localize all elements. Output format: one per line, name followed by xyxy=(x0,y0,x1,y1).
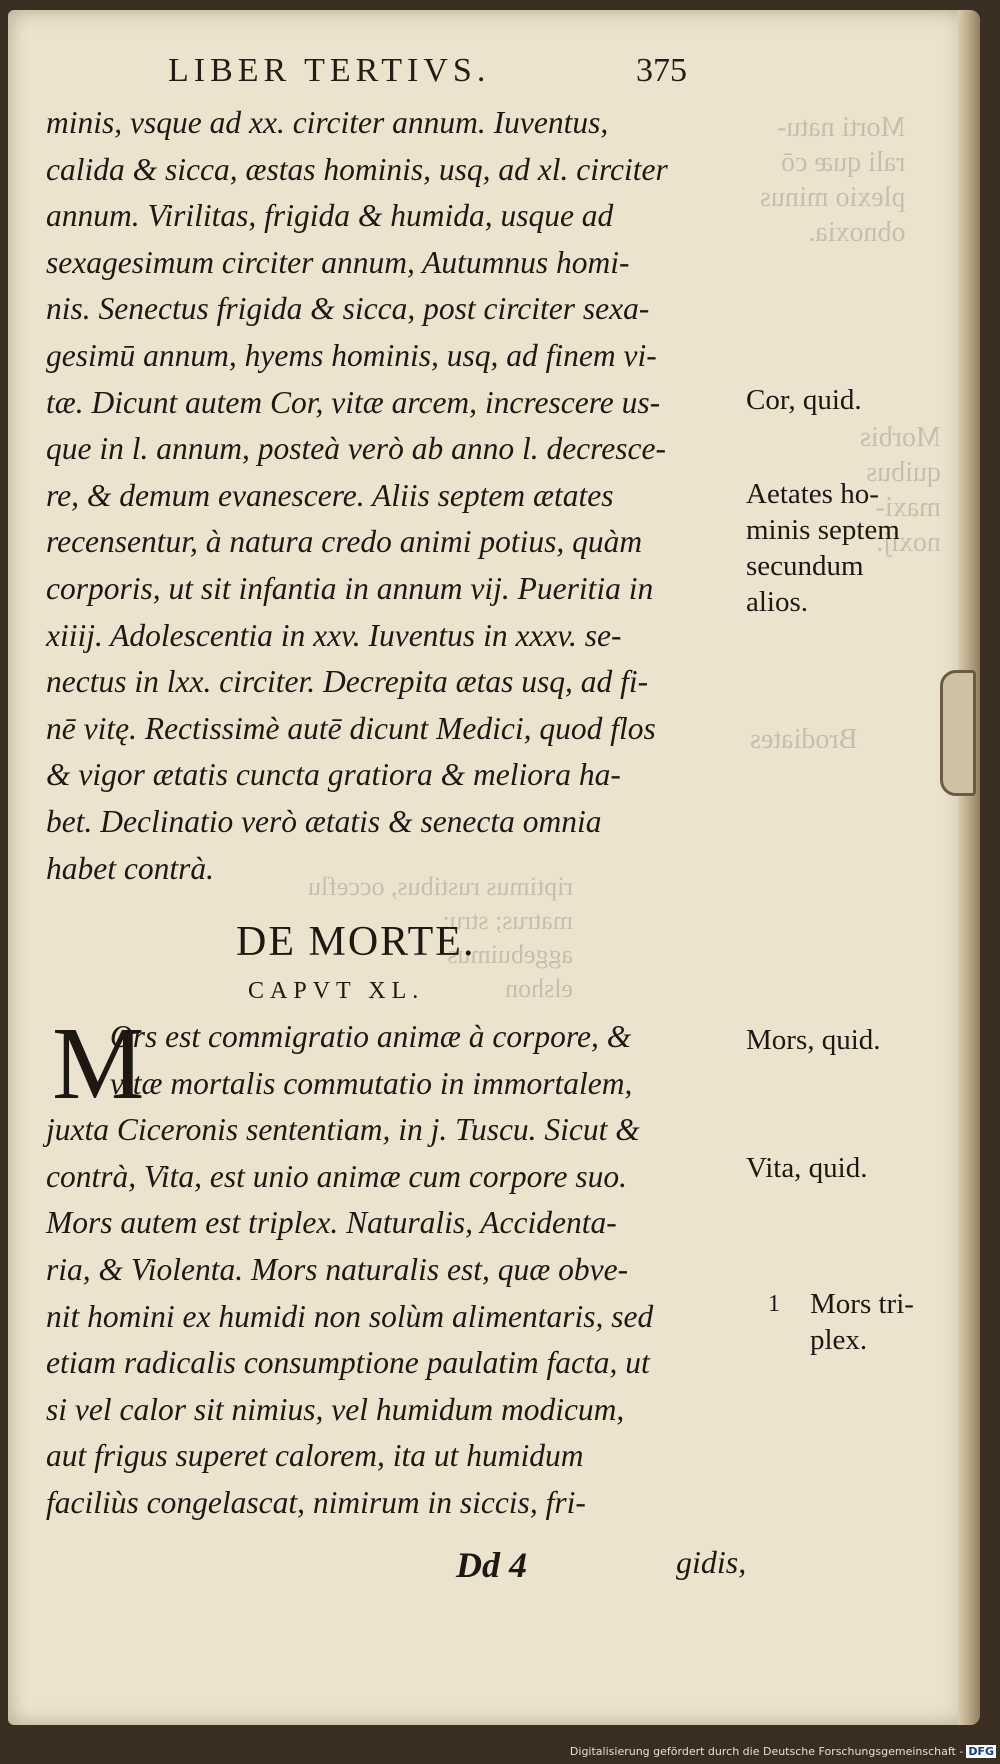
showthrough-line: elshon xyxy=(505,974,574,1003)
paragraph-death xyxy=(46,1006,736,1527)
marginal-line: minis septem xyxy=(746,514,900,546)
marginal-note-triplex xyxy=(810,1286,914,1358)
text-line: nectus in lxx. circiter. Decrepita ætas usq, ad fi- xyxy=(46,664,649,700)
marginal-line: secundum xyxy=(746,550,864,582)
marginal-line: Vita, quid. xyxy=(746,1152,868,1184)
text-line: recensentur, à natura credo animi potius, quàm xyxy=(46,524,643,560)
marginal-line: alios. xyxy=(746,586,809,618)
marginal-line: plex. xyxy=(810,1324,868,1356)
digitization-credit xyxy=(570,1745,996,1758)
showthrough-line: riptimus rustibus, occeflu xyxy=(308,872,574,901)
showthrough-line: rali quæ cō xyxy=(781,147,906,178)
showthrough-line: noxij. xyxy=(876,527,941,558)
chapter-title: DE MORTE. xyxy=(236,919,476,965)
text-line: aut frigus superet calorem, ita ut humidum xyxy=(46,1438,584,1474)
book-clasp xyxy=(940,670,976,796)
text-line: juxta Ciceronis sententiam, in j. Tuscu. Sicut & xyxy=(46,1112,640,1148)
marginal-note-mors xyxy=(746,1022,881,1058)
showthrough-line: obnoxia. xyxy=(808,217,906,248)
marginal-note-cor xyxy=(746,382,862,418)
marginal-number xyxy=(768,1286,780,1322)
paragraph-ages xyxy=(46,100,736,892)
text-line: nit homini ex humidi non solùm alimentaris, sed xyxy=(46,1298,654,1334)
chapter-number: CAPVT XL. xyxy=(248,978,425,1004)
book-page xyxy=(8,10,980,1725)
showthrough-marginal-c xyxy=(750,722,857,757)
text-line: etiam radicalis consumptione paulatim facta, ut xyxy=(46,1345,650,1381)
page-header xyxy=(8,52,980,92)
showthrough-line: maxi- xyxy=(875,492,941,523)
text-line: xiiij. Adolescentia in xxv. Iuventus in xxxv. se- xyxy=(46,617,622,653)
marginal-line: Mors tri- xyxy=(810,1288,914,1320)
text-line: Mors autem est triplex. Naturalis, Accidenta- xyxy=(46,1205,617,1241)
text-line: minis, vsque ad xx. circiter annum. Iuventus, xyxy=(46,105,609,140)
showthrough-line: quibus xyxy=(866,457,941,488)
text-line: faciliùs congelascat, nimirum in siccis, fri- xyxy=(46,1484,586,1520)
drop-capital: M xyxy=(52,1006,145,1121)
showthrough-line: Morti natu- xyxy=(777,112,906,143)
text-line: sexagesimum circiter annum, Autumnus homi- xyxy=(46,244,630,280)
marginal-note-aetates xyxy=(746,476,900,620)
marginal-line: Aetates ho- xyxy=(746,478,879,510)
showthrough-line: matrus; stru: xyxy=(442,906,574,935)
showthrough-line: aggebuimus xyxy=(447,940,574,969)
marginal-line: Cor, quid. xyxy=(746,384,862,416)
showthrough-marginal-a xyxy=(760,110,905,250)
text-line: nē vitę. Rectissimè autē dicunt Medici, quod flos xyxy=(46,710,656,746)
text-line: annum. Virilitas, frigida & humida, usque ad xyxy=(46,198,614,234)
text-line: que in l. annum, posteà verò ab anno l. decresce- xyxy=(46,431,666,467)
signature-mark: Dd 4 xyxy=(456,1545,527,1585)
dfg-logo: DFG xyxy=(968,1745,994,1758)
showthrough-line: Brodiates xyxy=(750,724,858,755)
text-line: Ors est commigratio animæ à corpore, & xyxy=(110,1019,632,1054)
text-line: nis. Senectus frigida & sicca, post circiter sexa- xyxy=(46,291,650,327)
text-line: calida & sicca, æstas hominis, usq, ad xl. circiter xyxy=(46,151,668,187)
catchword: gidis, xyxy=(676,1544,747,1580)
text-line: bet. Declinatio verò ætatis & senecta omnia xyxy=(46,803,602,839)
text-line: si vel calor sit nimius, vel humidum modicum, xyxy=(46,1391,625,1427)
page-number: 375 xyxy=(636,52,687,89)
text-line: habet contrà. xyxy=(46,850,214,886)
showthrough-line: plexio minus xyxy=(760,182,906,213)
showthrough-line: Morbis xyxy=(860,422,941,453)
marginal-line: Mors, quid. xyxy=(746,1024,881,1056)
running-title: LIBER TERTIVS. xyxy=(168,52,491,89)
marginal-line: 1 xyxy=(768,1291,780,1317)
text-line: re, & demum evanescere. Aliis septem ætates xyxy=(46,477,614,513)
text-line: vitæ mortalis commutatio in immortalem, xyxy=(110,1065,633,1101)
credit-text: Digitalisierung gefördert durch die Deutsche Forschungsgemeinschaft - xyxy=(569,1745,964,1758)
text-line: ria, & Violenta. Mors naturalis est, quæ obve- xyxy=(46,1251,629,1287)
text-line: gesimū annum, hyems hominis, usq, ad finem vi- xyxy=(46,337,657,373)
text-line: tæ. Dicunt autem Cor, vitæ arcem, increscere us- xyxy=(46,384,661,420)
text-line: contrà, Vita, est unio animæ cum corpore suo. xyxy=(46,1158,627,1194)
page-edge xyxy=(958,10,980,1725)
text-line: & vigor ætatis cuncta gratiora & meliora ha- xyxy=(46,757,621,793)
text-line: corporis, ut sit infantia in annum vij. Pueritia in xyxy=(46,570,654,606)
marginal-note-vita xyxy=(746,1150,868,1186)
